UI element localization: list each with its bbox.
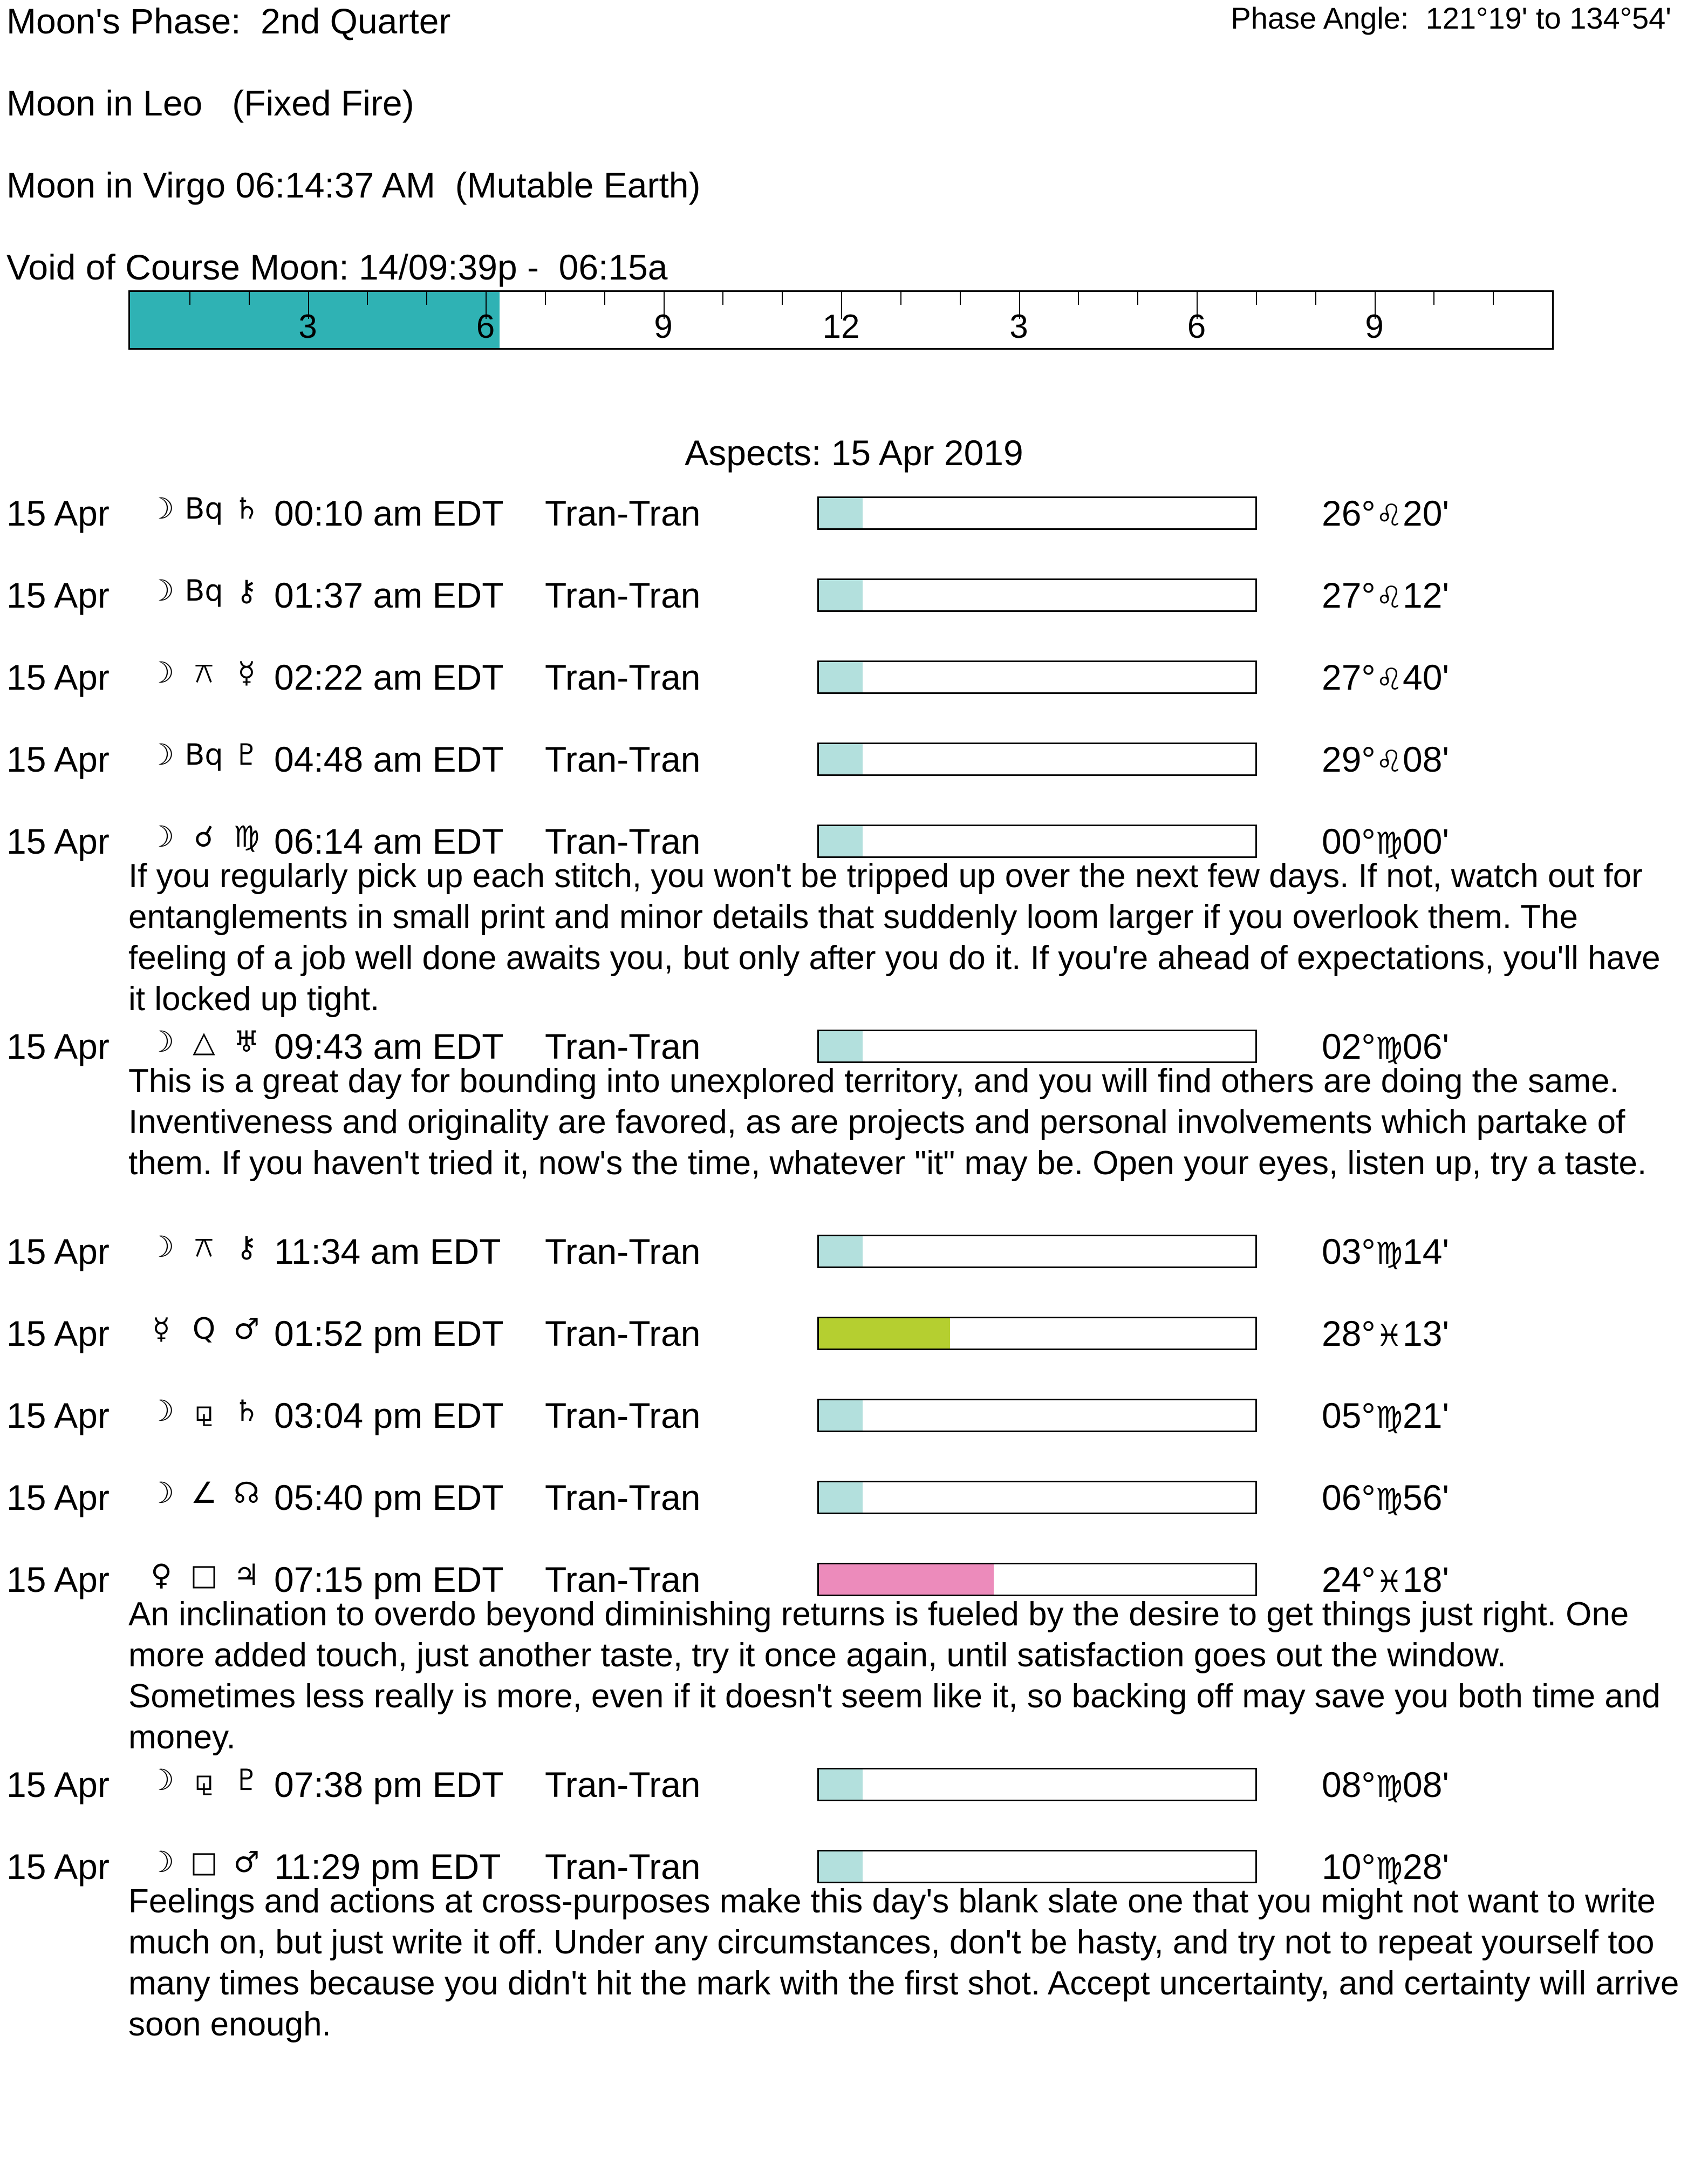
aspect-glyphs <box>141 1476 267 1510</box>
aspect-strength-bar <box>817 1399 1257 1432</box>
zodiac-sign-icon: ♌ <box>1375 744 1403 779</box>
void-of-course-timeline <box>128 290 1554 350</box>
aspect-date: 15 Apr <box>6 1313 110 1353</box>
planet-glyph-icon: ♀ <box>151 1558 172 1592</box>
position-degrees: 06° <box>1322 1477 1376 1517</box>
aspect-date: 15 Apr <box>6 493 110 533</box>
planet-glyph-icon: ♂ <box>233 1312 260 1346</box>
planet-glyph-icon: ☽ <box>148 1763 175 1797</box>
aspect-time: 01:52 pm EDT <box>274 1313 504 1353</box>
aspect-position <box>1322 577 1449 613</box>
aspect-glyphs <box>141 1027 267 1057</box>
aspect-date: 15 Apr <box>6 739 110 779</box>
aspect-position <box>1322 1765 1450 1805</box>
moon-sign-heading: Moon in Leo (Fixed Fire) <box>6 83 414 123</box>
aspect-position <box>1322 741 1449 777</box>
timeline-tick <box>367 292 368 305</box>
position-degrees: 27° <box>1322 657 1376 697</box>
aspect-type: Tran-Tran <box>545 575 701 615</box>
aspect-row <box>0 1762 1708 1806</box>
aspect-position <box>1322 1847 1450 1887</box>
aspect-time: 09:43 am EDT <box>274 1026 504 1066</box>
aspect-glyphs <box>141 492 267 526</box>
position-degrees: 29° <box>1322 739 1376 779</box>
timeline-hour-label: 12 <box>822 308 860 345</box>
position-degrees: 05° <box>1322 1395 1376 1435</box>
aspect-strength-bar <box>817 1235 1257 1268</box>
zodiac-sign-icon: ♓ <box>1375 1318 1403 1353</box>
aspect-glyphs <box>141 740 267 770</box>
aspect-row <box>0 573 1708 616</box>
aspect-glyphs <box>141 574 267 608</box>
phase-angle-label: Phase Angle: 121°19' to 134°54' <box>1231 1 1671 35</box>
position-degrees: 27° <box>1322 575 1376 615</box>
planet-glyph-icon: ☽ <box>148 1230 175 1264</box>
timeline-tick <box>960 292 961 305</box>
planet-glyph-icon: ♅ <box>233 1025 260 1059</box>
aspect-date: 15 Apr <box>6 1231 110 1271</box>
aspect-type: Tran-Tran <box>545 1560 701 1599</box>
aspect-type: Tran-Tran <box>545 739 701 779</box>
aspect-glyphs <box>141 1230 267 1264</box>
planet-glyph-icon: ♄ <box>233 492 260 526</box>
aspect-glyphs <box>141 656 267 690</box>
aspect-strength-bar <box>817 743 1257 776</box>
aspect-time: 04:48 am EDT <box>274 739 504 779</box>
aspect-time: 06:14 am EDT <box>274 821 504 861</box>
aspect-strength-fill <box>819 1851 863 1882</box>
aspect-strength-bar <box>817 496 1257 530</box>
aspect-glyphs <box>141 1558 267 1592</box>
zodiac-sign-icon: ♌ <box>1375 580 1403 615</box>
aspect-glyph-icon: ⚻ <box>194 1230 214 1264</box>
position-minutes: 21' <box>1403 1395 1450 1435</box>
position-minutes: 13' <box>1403 1313 1450 1353</box>
timeline-tick <box>189 292 190 305</box>
aspect-row <box>0 1393 1708 1436</box>
zodiac-sign-icon: ♌ <box>1375 662 1403 697</box>
aspect-interpretation: An inclination to overdo beyond diminishing returns is fueled by the desire to get things just right. One more added touch, just another taste, try it once again, until satisfaction goes out the window. Sometimes less really is more, even if it doesn't seem like it, so backing off may save you both time and money. <box>128 1596 1661 1756</box>
aspect-strength-fill <box>819 580 863 610</box>
timeline-tick <box>1433 292 1434 305</box>
planet-glyph-icon: ☽ <box>148 492 175 526</box>
aspect-date: 15 Apr <box>6 1477 110 1517</box>
aspect-strength-fill <box>819 1236 863 1266</box>
aspect-type: Tran-Tran <box>545 821 701 861</box>
planet-glyph-icon: ⚷ <box>236 574 257 608</box>
timeline-tick <box>1315 292 1316 305</box>
position-minutes: 08' <box>1403 739 1450 779</box>
timeline-hour-label: 6 <box>476 308 495 345</box>
aspect-interpretation: Feelings and actions at cross-purposes make this day's blank slate one that you might not want to write much on, but just write it off. Under any circumstances, don't be hasty, and try not to repeat yourself too many times because you didn't hit the mark with the first shot. Accept uncertainty, and certainty will arrive soon enough. <box>128 1883 1679 2043</box>
aspect-glyph-icon: ⚼ <box>194 1394 214 1428</box>
planet-glyph-icon: ☽ <box>148 738 175 772</box>
aspect-glyphs <box>141 822 267 852</box>
aspect-strength-bar <box>817 825 1257 858</box>
aspect-strength-fill <box>819 1564 994 1595</box>
planet-glyph-icon: ☽ <box>148 1476 175 1510</box>
planet-glyph-icon: ☽ <box>148 656 175 690</box>
planet-glyph-icon: ♂ <box>233 1845 260 1879</box>
position-minutes: 14' <box>1403 1231 1450 1271</box>
position-minutes: 06' <box>1403 1026 1450 1066</box>
position-minutes: 12' <box>1403 575 1450 615</box>
timeline-tick <box>604 292 605 305</box>
void-of-course-heading: Void of Course Moon: 14/09:39p - 06:15a <box>6 247 668 287</box>
aspect-strength-fill <box>819 1482 863 1513</box>
aspect-position <box>1322 1313 1450 1353</box>
aspect-type: Tran-Tran <box>545 1765 701 1805</box>
zodiac-sign-icon: ♍ <box>1375 826 1403 861</box>
position-minutes: 56' <box>1403 1477 1450 1517</box>
aspect-row <box>0 655 1708 698</box>
aspect-position <box>1322 659 1449 695</box>
aspect-strength-bar <box>817 578 1257 612</box>
aspect-time: 11:34 am EDT <box>274 1231 501 1271</box>
aspect-row <box>0 1475 1708 1519</box>
position-minutes: 00' <box>1403 821 1450 861</box>
aspect-glyph-icon: ⚼ <box>194 1763 214 1797</box>
planet-glyph-icon: ☊ <box>234 1476 259 1510</box>
aspect-glyph-icon: □ <box>190 1845 218 1879</box>
aspect-glyph-icon: Bq <box>185 574 223 608</box>
aspect-strength-fill <box>819 826 863 856</box>
moon-ingress-heading: Moon in Virgo 06:14:37 AM (Mutable Earth) <box>6 165 701 205</box>
position-minutes: 18' <box>1403 1560 1450 1599</box>
aspect-glyph-icon: ⚻ <box>194 656 214 690</box>
position-minutes: 28' <box>1403 1847 1450 1887</box>
planet-glyph-icon: ♃ <box>233 1558 260 1592</box>
aspect-type: Tran-Tran <box>545 493 701 533</box>
aspect-glyphs <box>141 1394 267 1428</box>
aspect-strength-fill <box>819 744 863 774</box>
aspect-time: 03:04 pm EDT <box>274 1395 504 1435</box>
position-degrees: 10° <box>1322 1847 1376 1887</box>
position-degrees: 28° <box>1322 1313 1376 1353</box>
aspect-strength-fill <box>819 1318 950 1349</box>
aspect-type: Tran-Tran <box>545 1847 701 1887</box>
position-minutes: 20' <box>1403 493 1450 533</box>
aspect-time: 01:37 am EDT <box>274 575 504 615</box>
aspect-date: 15 Apr <box>6 1026 110 1066</box>
aspect-strength-fill <box>819 1031 863 1061</box>
aspect-glyph-icon: Q <box>192 1312 216 1346</box>
aspect-date: 15 Apr <box>6 1560 110 1599</box>
aspect-position <box>1322 1231 1450 1271</box>
timeline-tick <box>1493 292 1494 305</box>
timeline-hour-label: 9 <box>654 308 673 345</box>
position-minutes: 08' <box>1403 1765 1450 1805</box>
planet-glyph-icon: ☽ <box>148 1845 175 1879</box>
timeline-tick <box>1137 292 1138 305</box>
aspect-type: Tran-Tran <box>545 1231 701 1271</box>
moon-phase-heading: Moon's Phase: 2nd Quarter <box>6 1 451 41</box>
aspect-date: 15 Apr <box>6 1395 110 1435</box>
planet-glyph-icon: ♇ <box>233 1763 260 1797</box>
aspect-time: 00:10 am EDT <box>274 493 504 533</box>
planet-glyph-icon: ☽ <box>148 820 175 854</box>
aspect-interpretation: This is a great day for bounding into unexplored territory, and you will find others are doing the same. Inventiveness and originality are favored, as are projects and personal involvements which partake of them. If you haven't tried it, now's the time, whatever "it" may be. Open your eyes, listen up, try a taste. <box>128 1063 1647 1182</box>
timeline-tick <box>426 292 427 305</box>
aspect-time: 05:40 pm EDT <box>274 1477 504 1517</box>
timeline-tick <box>722 292 723 305</box>
aspect-glyphs <box>141 1845 267 1879</box>
aspect-strength-fill <box>819 1400 863 1431</box>
timeline-hour-label: 3 <box>298 308 317 345</box>
timeline-tick <box>1256 292 1257 305</box>
aspect-glyphs <box>141 1763 267 1797</box>
zodiac-sign-icon: ♍ <box>1375 1236 1403 1271</box>
aspect-strength-bar <box>817 1563 1257 1596</box>
aspects-title: Aspects: 15 Apr 2019 <box>685 433 1023 473</box>
timeline-hour-label: 9 <box>1365 308 1384 345</box>
timeline-tick <box>782 292 783 305</box>
position-minutes: 40' <box>1403 657 1450 697</box>
zodiac-sign-icon: ♍ <box>1375 1851 1403 1887</box>
aspect-strength-fill <box>819 662 863 692</box>
planet-glyph-icon: ♇ <box>233 738 260 772</box>
aspect-type: Tran-Tran <box>545 1026 701 1066</box>
planet-glyph-icon: ♄ <box>233 1394 260 1428</box>
aspect-glyph-icon: Bq <box>185 492 223 526</box>
aspect-strength-bar <box>817 1030 1257 1063</box>
aspect-date: 15 Apr <box>6 1765 110 1805</box>
aspect-glyphs <box>141 1312 267 1346</box>
zodiac-sign-icon: ♌ <box>1375 498 1403 533</box>
zodiac-sign-icon: ♍ <box>1375 1031 1403 1066</box>
aspect-time: 11:29 pm EDT <box>274 1847 501 1887</box>
aspect-strength-bar <box>817 1317 1257 1350</box>
aspect-glyph-icon: □ <box>190 1558 218 1592</box>
aspect-position <box>1322 1395 1450 1435</box>
aspect-time: 02:22 am EDT <box>274 657 504 697</box>
aspect-row <box>0 491 1708 534</box>
planet-glyph-icon: ☽ <box>148 1025 175 1059</box>
aspect-type: Tran-Tran <box>545 1477 701 1517</box>
position-degrees: 02° <box>1322 1026 1376 1066</box>
aspect-row <box>0 1311 1708 1354</box>
aspect-strength-bar <box>817 1768 1257 1801</box>
timeline-tick <box>900 292 901 305</box>
timeline-tick <box>545 292 546 305</box>
planet-glyph-icon: ☽ <box>148 574 175 608</box>
aspect-time: 07:15 pm EDT <box>274 1560 504 1599</box>
aspect-position <box>1322 1477 1450 1517</box>
planet-glyph-icon: ☽ <box>148 1394 175 1428</box>
aspect-strength-fill <box>819 1769 863 1800</box>
aspect-strength-bar <box>817 1850 1257 1883</box>
aspect-glyph-icon: Bq <box>185 738 223 772</box>
aspect-type: Tran-Tran <box>545 657 701 697</box>
aspect-position <box>1322 823 1449 859</box>
aspect-position <box>1322 1026 1450 1066</box>
aspect-glyph-icon: ☌ <box>194 820 214 854</box>
aspect-position <box>1322 1562 1449 1597</box>
aspect-date: 15 Apr <box>6 821 110 861</box>
planet-glyph-icon: ⚷ <box>236 1230 257 1264</box>
aspect-row <box>0 737 1708 780</box>
zodiac-sign-icon: ♓ <box>1375 1564 1403 1599</box>
aspect-glyph-icon: ∠ <box>190 1476 217 1510</box>
planet-glyph-icon: ☿ <box>237 656 256 690</box>
aspect-strength-bar <box>817 660 1257 694</box>
position-degrees: 00° <box>1322 821 1376 861</box>
position-degrees: 08° <box>1322 1765 1376 1805</box>
aspect-type: Tran-Tran <box>545 1395 701 1435</box>
timeline-hour-label: 3 <box>1009 308 1028 345</box>
aspect-date: 15 Apr <box>6 1847 110 1887</box>
aspect-position <box>1322 495 1449 531</box>
planet-glyph-icon: ♍ <box>233 820 260 854</box>
aspect-interpretation: If you regularly pick up each stitch, you won't be tripped up over the next few days. If not, watch out for entanglements in small print and minor details that suddenly loom larger if you overlook them. The feeling of a job well done awaits you, but only after you do it. If you're ahead of expectations, you'll have it locked up tight. <box>128 857 1661 1018</box>
position-degrees: 03° <box>1322 1231 1376 1271</box>
timeline-hour-label: 6 <box>1187 308 1206 345</box>
aspect-row <box>0 1229 1708 1272</box>
aspect-strength-bar <box>817 1481 1257 1514</box>
timeline-tick <box>1078 292 1079 305</box>
planet-glyph-icon: ☿ <box>152 1312 170 1346</box>
aspect-time: 07:38 pm EDT <box>274 1765 504 1805</box>
aspect-strength-fill <box>819 498 863 528</box>
aspect-glyph-icon: △ <box>193 1025 215 1059</box>
aspect-type: Tran-Tran <box>545 1313 701 1353</box>
position-degrees: 24° <box>1322 1560 1376 1599</box>
position-degrees: 26° <box>1322 493 1376 533</box>
zodiac-sign-icon: ♍ <box>1375 1482 1403 1517</box>
aspect-date: 15 Apr <box>6 575 110 615</box>
zodiac-sign-icon: ♍ <box>1375 1400 1403 1435</box>
zodiac-sign-icon: ♍ <box>1375 1769 1403 1805</box>
aspect-date: 15 Apr <box>6 657 110 697</box>
timeline-tick <box>249 292 250 305</box>
